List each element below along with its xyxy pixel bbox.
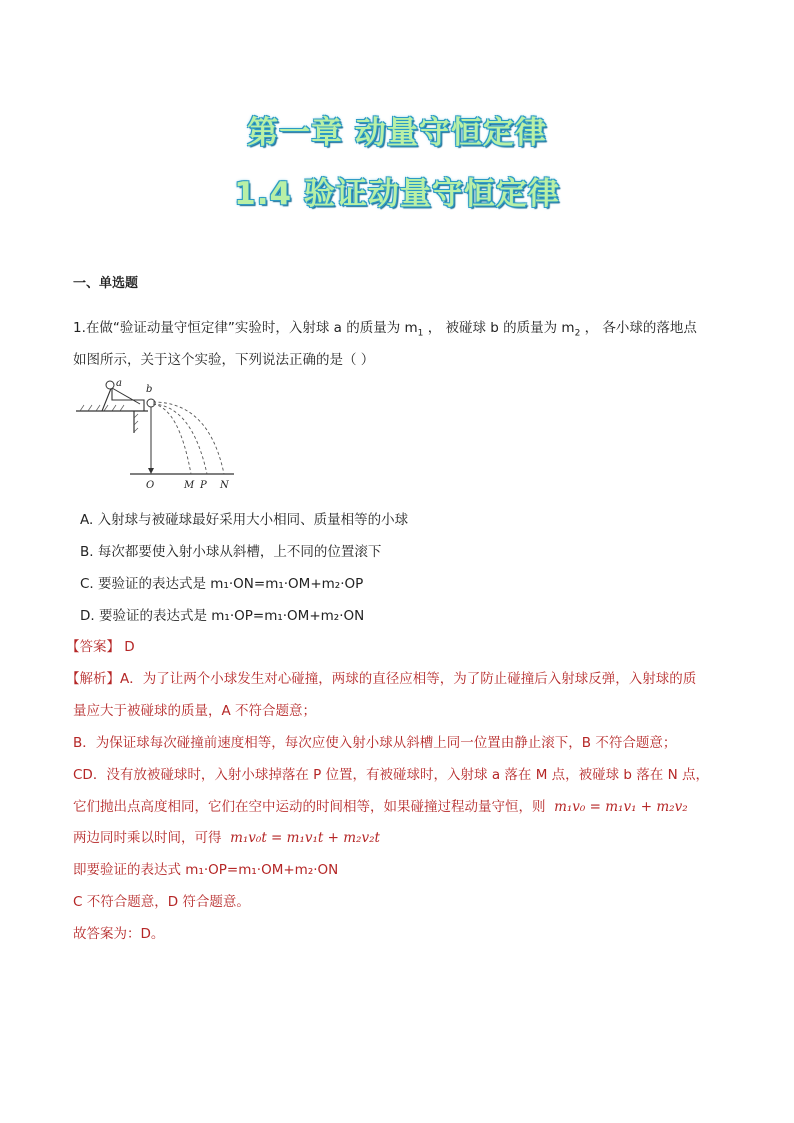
label-a: a: [116, 378, 122, 389]
option-b: B. 每次都要使入射小球从斜槽，上不同的位置滚下: [80, 544, 382, 560]
analysis-line-5: 它们抛出点高度相同，它们在空中运动的时间相等，如果碰撞过程动量守恒，则 m₁v₀ = m₁v₁ + m₂v₂: [73, 799, 688, 815]
analysis-line-9: 故答案为：D。: [73, 926, 165, 942]
analysis-line-7: 即要验证的表达式 m₁·OP=m₁·OM+m₂·ON: [73, 862, 339, 878]
ball-b: [147, 399, 155, 407]
equation-momentum: m₁v₀ = m₁v₁ + m₂v₂: [554, 799, 688, 815]
experiment-figure: [74, 378, 244, 490]
answer-line: [66, 635, 135, 655]
label-N: N: [220, 480, 229, 490]
label-b: b: [146, 384, 153, 395]
analysis-line-1: 【解析】A．为了让两个小球发生对心碰撞，两球的直径应相等，为了防止碰撞后入射球反弹，入射球的质: [66, 671, 697, 687]
trajectories: [153, 402, 224, 474]
answer-label: 【答案】: [66, 639, 120, 655]
analysis-line-3: B．为保证球每次碰撞前速度相等，每次应使入射小球从斜槽上同一位置由静止滚下，B 不符合题意；: [73, 735, 677, 751]
section-heading: 一、单选题: [73, 276, 139, 291]
equation-time: m₁v₀t = m₁v₁t + m₂v₂t: [230, 830, 380, 846]
analysis-line-2: 量应大于被碰球的质量，A 不符合题意；: [73, 703, 317, 719]
question-line-1: 1.在做“验证动量守恒定律”实验时，入射球 a 的质量为 $m_1$ ， 被碰球 b 的质量为 $m_2$ ， 各小球的落地点: [73, 320, 697, 339]
chapter-title: 第一章 动量守恒定律: [247, 115, 547, 151]
ball-a: [106, 381, 114, 389]
answer-value: D: [120, 639, 135, 655]
ramp-slope: [112, 388, 140, 404]
analysis-line-4: CD．没有放被碰球时，入射小球掉落在 P 位置，有被碰球时，入射球 a 落在 M 点，被碰球 b 落在 N 点，: [73, 767, 709, 783]
question-line-2: 如图所示，关于这个实验，下列说法正确的是（ ）: [73, 352, 375, 368]
analysis-line-8: C 不符合题意，D 符合题意。: [73, 894, 250, 910]
table-hatch: [80, 405, 138, 432]
analysis-line-6: 两边同时乘以时间，可得 m₁v₀t = m₁v₁t + m₂v₂t: [73, 830, 380, 846]
option-c: C. 要验证的表达式是 m₁·ON=m₁·OM+m₂·OP: [80, 576, 364, 592]
option-a: A. 入射球与被碰球最好采用大小相同、质量相等的小球: [80, 512, 409, 528]
ramp: [102, 386, 144, 411]
label-M: M: [184, 480, 195, 490]
label-O: O: [146, 480, 155, 490]
plumb-arrow: [148, 468, 154, 474]
option-d: D. 要验证的表达式是 m₁·OP=m₁·OM+m₂·ON: [80, 608, 365, 624]
label-P: P: [200, 480, 207, 490]
lesson-title: 1.4 验证动量守恒定律: [234, 176, 560, 212]
